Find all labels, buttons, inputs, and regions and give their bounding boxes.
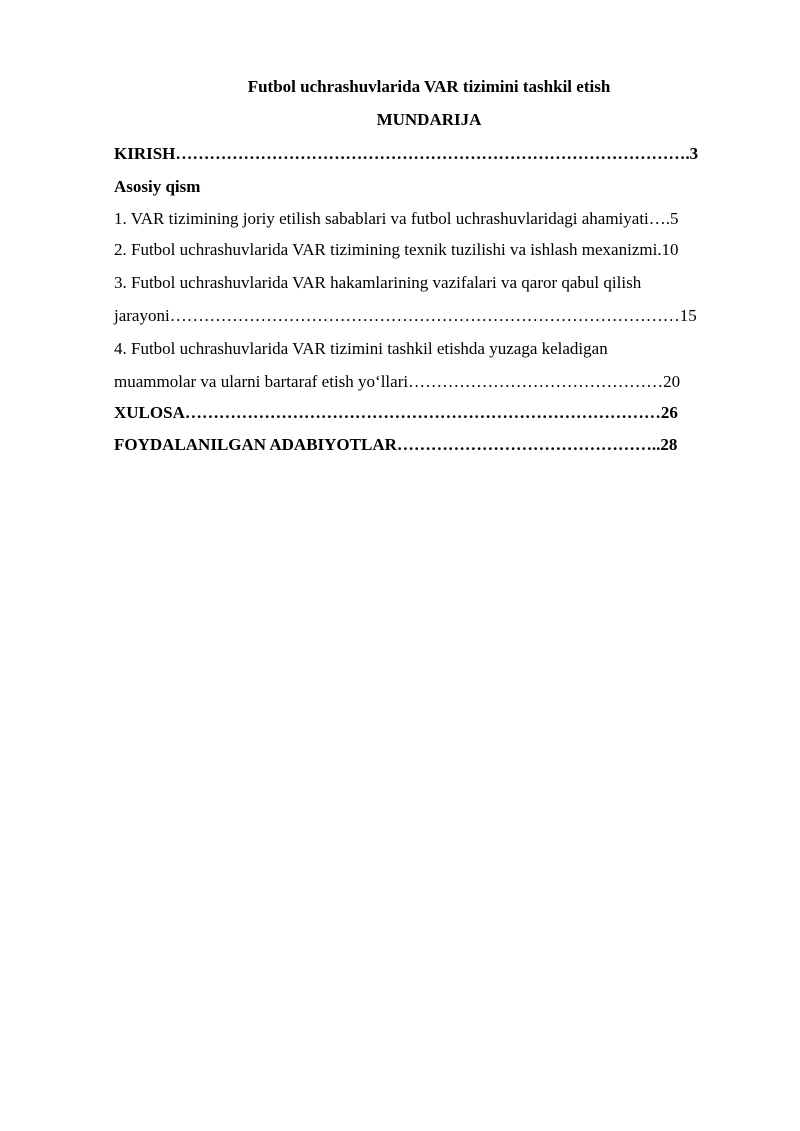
toc-entry-3-line1: 3. Futbol uchrashuvlarida VAR hakamlarining vazifalari va qaror qabul qilish xyxy=(114,273,642,292)
toc-entry-conclusion: XULOSA…………………………………………………………………………26 xyxy=(114,403,678,422)
toc-entry-4-line2: muammolar va ularni bartaraf etish yo‘llari………………………………………20 xyxy=(114,372,681,391)
toc-section-heading: Asosiy qism xyxy=(114,177,201,196)
toc-entry-references: FOYDALANILGAN ADABIYOTLAR………………………………………..28 xyxy=(114,435,678,454)
toc-entry-4-line1: 4. Futbol uchrashuvlarida VAR tizimini tashkil etishda yuzaga keladigan xyxy=(114,339,608,358)
document-title: Futbol uchrashuvlarida VAR tizimini tashkil etish xyxy=(247,77,611,96)
toc-entry-intro: KIRISH……………………………………………………………………………….3 xyxy=(114,144,699,163)
toc-heading: MUNDARIJA xyxy=(376,110,482,129)
toc-entry-2: 2. Futbol uchrashuvlarida VAR tizimining texnik tuzilishi va ishlash mexanizmi.10 xyxy=(114,240,679,259)
toc-entry-3-line2: jarayoni………………………………………………………………………………15 xyxy=(114,306,697,325)
toc-entry-1: 1. VAR tizimining joriy etilish sabablari va futbol uchrashuvlaridagi ahamiyati….5 xyxy=(114,209,679,228)
